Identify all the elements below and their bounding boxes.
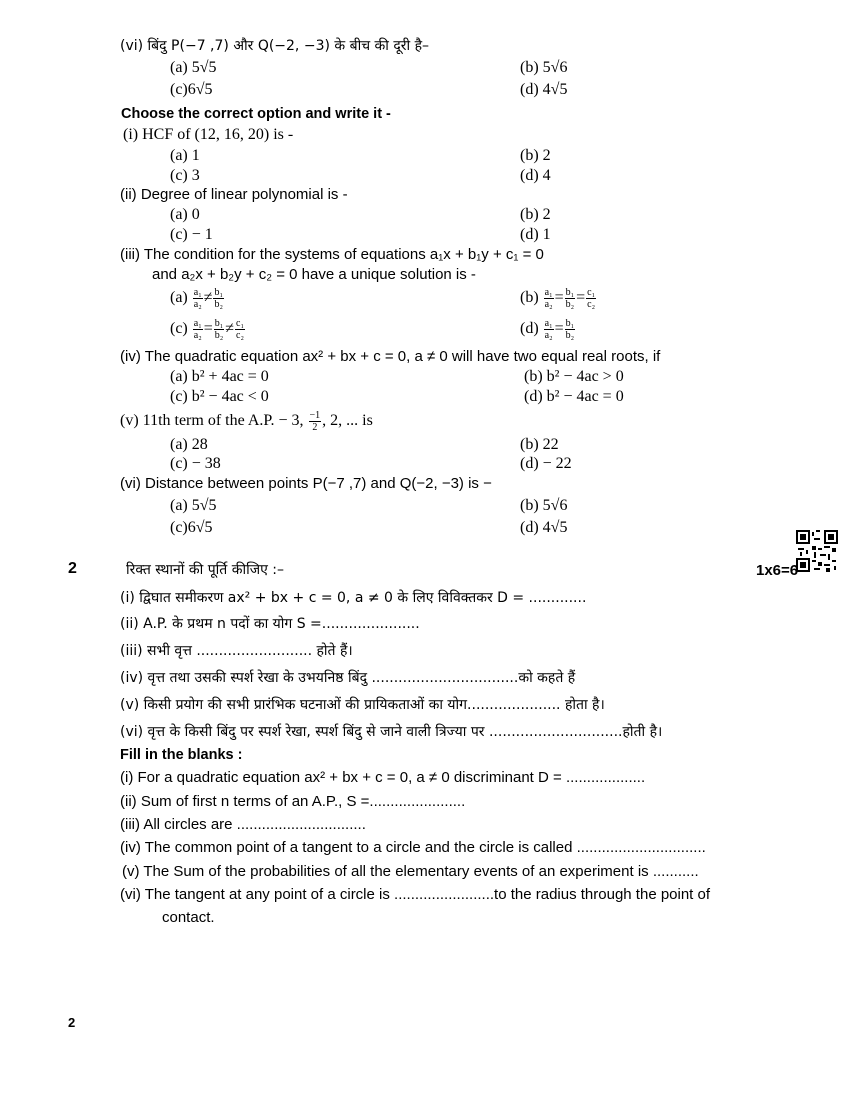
q2-hindi-v: (v) किसी प्रयोग की सभी प्रारंभिक घटनाओं की प्रायिकताओं का योग..................... होता है। bbox=[120, 697, 605, 713]
q1-hindi-vi-option-b: (b) 5√6 bbox=[520, 59, 568, 76]
q2-hindi-vi: (vi) वृत्त के किसी बिंदु पर स्पर्श रेखा, स्पर्श बिंदु से जाने वाली त्रिज्या पर ..............................होती है। bbox=[120, 724, 663, 740]
q-ii-option-b: (b) 2 bbox=[520, 206, 551, 223]
q2-english-vi-continued: contact. bbox=[162, 909, 215, 926]
q-i-option-a: (a) 1 bbox=[170, 147, 200, 164]
q-v-option-a: (a) 28 bbox=[170, 436, 208, 453]
q1-hindi-vi-text: (vi) बिंदु P(−7 ,7) और Q(−2, −3) के बीच की दूरी है– bbox=[120, 38, 430, 54]
q-vi-option-d: (d) 4√5 bbox=[520, 519, 568, 536]
q-vi-option-b: (b) 5√6 bbox=[520, 497, 568, 514]
q-iii-line2: and a₂x + b₂y + c₂ = 0 have a unique solution is - bbox=[152, 266, 476, 283]
q-iv-option-d: (d) b² − 4ac = 0 bbox=[524, 388, 624, 405]
q-ii-option-c: (c) − 1 bbox=[170, 226, 213, 243]
q-i-option-d: (d) 4 bbox=[520, 167, 551, 184]
q-iii-option-b: (b) $\frac{\text{a₁}}{\text{a₂}}$ = $\frac{\text{b₁}}{\text{b₂}}$ = $\frac{\text{c₁}}{\text{c₂}}$ bbox=[520, 287, 596, 310]
q1-hindi-vi-option-c: (c)6√5 bbox=[170, 81, 213, 98]
q-iv-option-a: (a) b² + 4ac = 0 bbox=[170, 368, 269, 385]
q2-english-vi: (vi) The tangent at any point of a circle is ........................to the radius through the point of bbox=[120, 886, 711, 903]
q-vi-option-c: (c)6√5 bbox=[170, 519, 213, 536]
q-v-option-b: (b) 22 bbox=[520, 436, 559, 453]
q-iv-text: (iv) The quadratic equation ax² + bx + c = 0, a ≠ 0 will have two equal real roots, if bbox=[120, 348, 661, 365]
q-ii-option-d: (d) 1 bbox=[520, 226, 551, 243]
q-v-option-c: (c) − 38 bbox=[170, 455, 221, 472]
q-vi-option-a: (a) 5√5 bbox=[170, 497, 217, 514]
q2-hindi-i: (i) द्विघात समीकरण ax² + bx + c = 0, a ≠ 0 के लिए विविक्तकर D = ............. bbox=[120, 590, 587, 606]
q2-english-iii: (iii) All circles are ............................... bbox=[120, 816, 366, 833]
english-section-header: Choose the correct option and write it - bbox=[121, 106, 391, 122]
q-iii-option-a: (a) $\frac{\text{a₁}}{\text{a₂}}$ ≠ $\frac{\text{b₁}}{\text{b₂}}$ bbox=[170, 287, 223, 310]
q-i-text: (i) HCF of (12, 16, 20) is - bbox=[123, 126, 294, 143]
q2-hindi-iii: (iii) सभी वृत्त .......................... होते हैं। bbox=[120, 643, 353, 659]
q-i-option-c: (c) 3 bbox=[170, 167, 200, 184]
q2-english-iv: (iv) The common point of a tangent to a circle and the circle is called ............................... bbox=[120, 839, 706, 856]
q2-english-i: (i) For a quadratic equation ax² + bx + c = 0, a ≠ 0 discriminant D = ................... bbox=[120, 769, 646, 786]
q2-english-v: (v) The Sum of the probabilities of all the elementary events of an experiment is ........... bbox=[122, 863, 699, 880]
q-iii-option-d: (d) $\frac{\text{a₁}}{\text{a₂}}$ = $\frac{\text{b₁}}{\text{b₂}}$ bbox=[520, 318, 575, 341]
q-vi-text: (vi) Distance between points P(−7 ,7) and Q(−2, −3) is − bbox=[120, 475, 492, 492]
q-v-text: (v) 11th term of the A.P. − 3, $\frac{-1}{2}$ , 2, ... is bbox=[120, 410, 373, 433]
q-ii-text: (ii) Degree of linear polynomial is - bbox=[120, 186, 348, 203]
q-i-option-b: (b) 2 bbox=[520, 147, 551, 164]
q2-hindi-iv: (iv) वृत्त तथा उसकी स्पर्श रेखा के उभयनिष्ठ बिंदु .................................को कहते हैं bbox=[120, 670, 576, 686]
q-iii-line1: (iii) The condition for the systems of equations a₁x + b₁y + c₁ = 0 bbox=[120, 246, 544, 263]
q2-english-ii: (ii) Sum of first n terms of an A.P., S =....................... bbox=[120, 793, 466, 810]
q-iv-option-c: (c) b² − 4ac < 0 bbox=[170, 388, 269, 405]
q1-hindi-vi-option-a: (a) 5√5 bbox=[170, 59, 217, 76]
q-ii-option-a: (a) 0 bbox=[170, 206, 200, 223]
q2-title-hindi: रिक्त स्थानों की पूर्ति कीजिए :– bbox=[126, 562, 285, 578]
question-number-2: 2 bbox=[68, 560, 77, 577]
q2-hindi-ii: (ii) A.P. के प्रथम n पदों का योग S =...................... bbox=[120, 616, 420, 632]
q-iv-option-b: (b) b² − 4ac > 0 bbox=[524, 368, 624, 385]
q2-marks: 1x6=6 bbox=[756, 562, 799, 579]
q-iii-option-c: (c) $\frac{\text{a₁}}{\text{a₂}}$ = $\frac{\text{b₁}}{\text{b₂}}$ ≠ $\frac{\text{c₁}}{\text{c₂}}$ bbox=[170, 318, 244, 341]
qr-code-icon bbox=[796, 530, 838, 572]
page-number: 2 bbox=[68, 1015, 76, 1030]
q1-hindi-vi-option-d: (d) 4√5 bbox=[520, 81, 568, 98]
q2-english-header: Fill in the blanks : bbox=[120, 747, 243, 763]
q-v-option-d: (d) − 22 bbox=[520, 455, 572, 472]
